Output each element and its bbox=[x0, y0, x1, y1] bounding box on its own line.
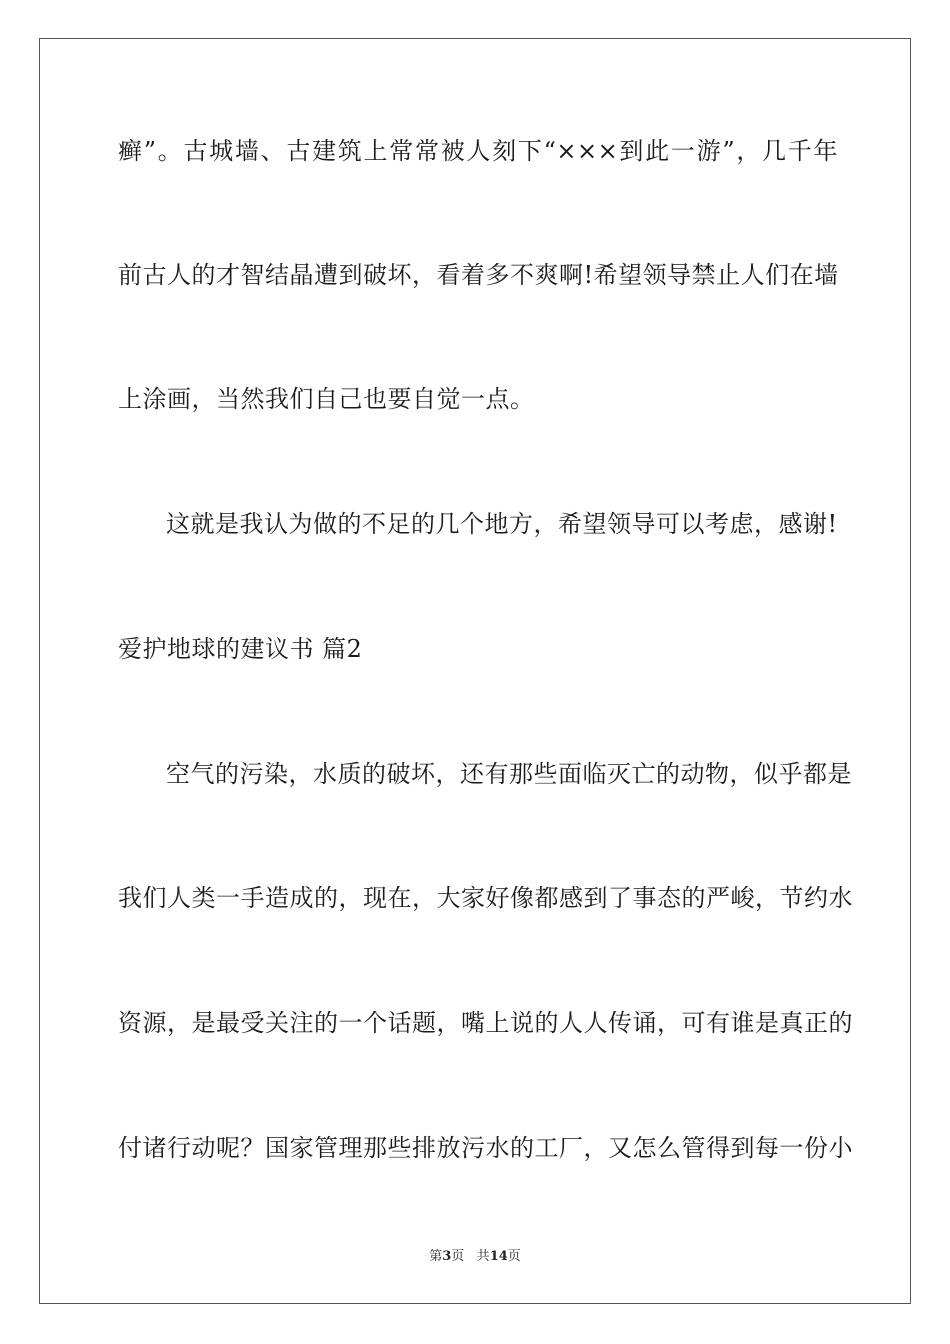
total-prefix: 共 bbox=[476, 1249, 490, 1264]
paragraph-line: 空气的污染，水质的破坏，还有那些面临灭亡的动物，似乎都是 bbox=[166, 760, 852, 788]
paragraph-line: 这就是我认为做的不足的几个地方，希望领导可以考虑，感谢! bbox=[166, 510, 838, 538]
page-border bbox=[39, 38, 911, 1304]
paragraph-line: 上涂画，当然我们自己也要自觉一点。 bbox=[118, 385, 535, 413]
section-heading: 爱护地球的建议书 篇2 bbox=[118, 635, 363, 663]
paragraph-line: 我们人类一手造成的，现在，大家好像都感到了事态的严峻，节约水 bbox=[118, 884, 853, 912]
total-pages: 14 bbox=[489, 1249, 508, 1264]
paragraph-line: 前古人的才智结晶遭到破坏，看着多不爽啊!希望领导禁止人们在墙 bbox=[118, 261, 839, 289]
total-suffix: 页 bbox=[507, 1249, 521, 1264]
paragraph-line: 付诸行动呢？国家管理那些排放污水的工厂，又怎么管得到每一份小 bbox=[118, 1134, 853, 1162]
paragraph-line: 癣”。古城墙、古建筑上常常被人刻下“×××到此一游”，几千年 bbox=[118, 137, 838, 165]
paragraph-line: 资源，是最受关注的一个话题，嘴上说的人人传诵，可有谁是真正的 bbox=[118, 1009, 853, 1037]
page-suffix: 页 bbox=[451, 1249, 465, 1264]
page-number: 3 bbox=[442, 1249, 452, 1264]
page-footer bbox=[0, 1248, 950, 1266]
page-prefix: 第 bbox=[429, 1249, 443, 1264]
